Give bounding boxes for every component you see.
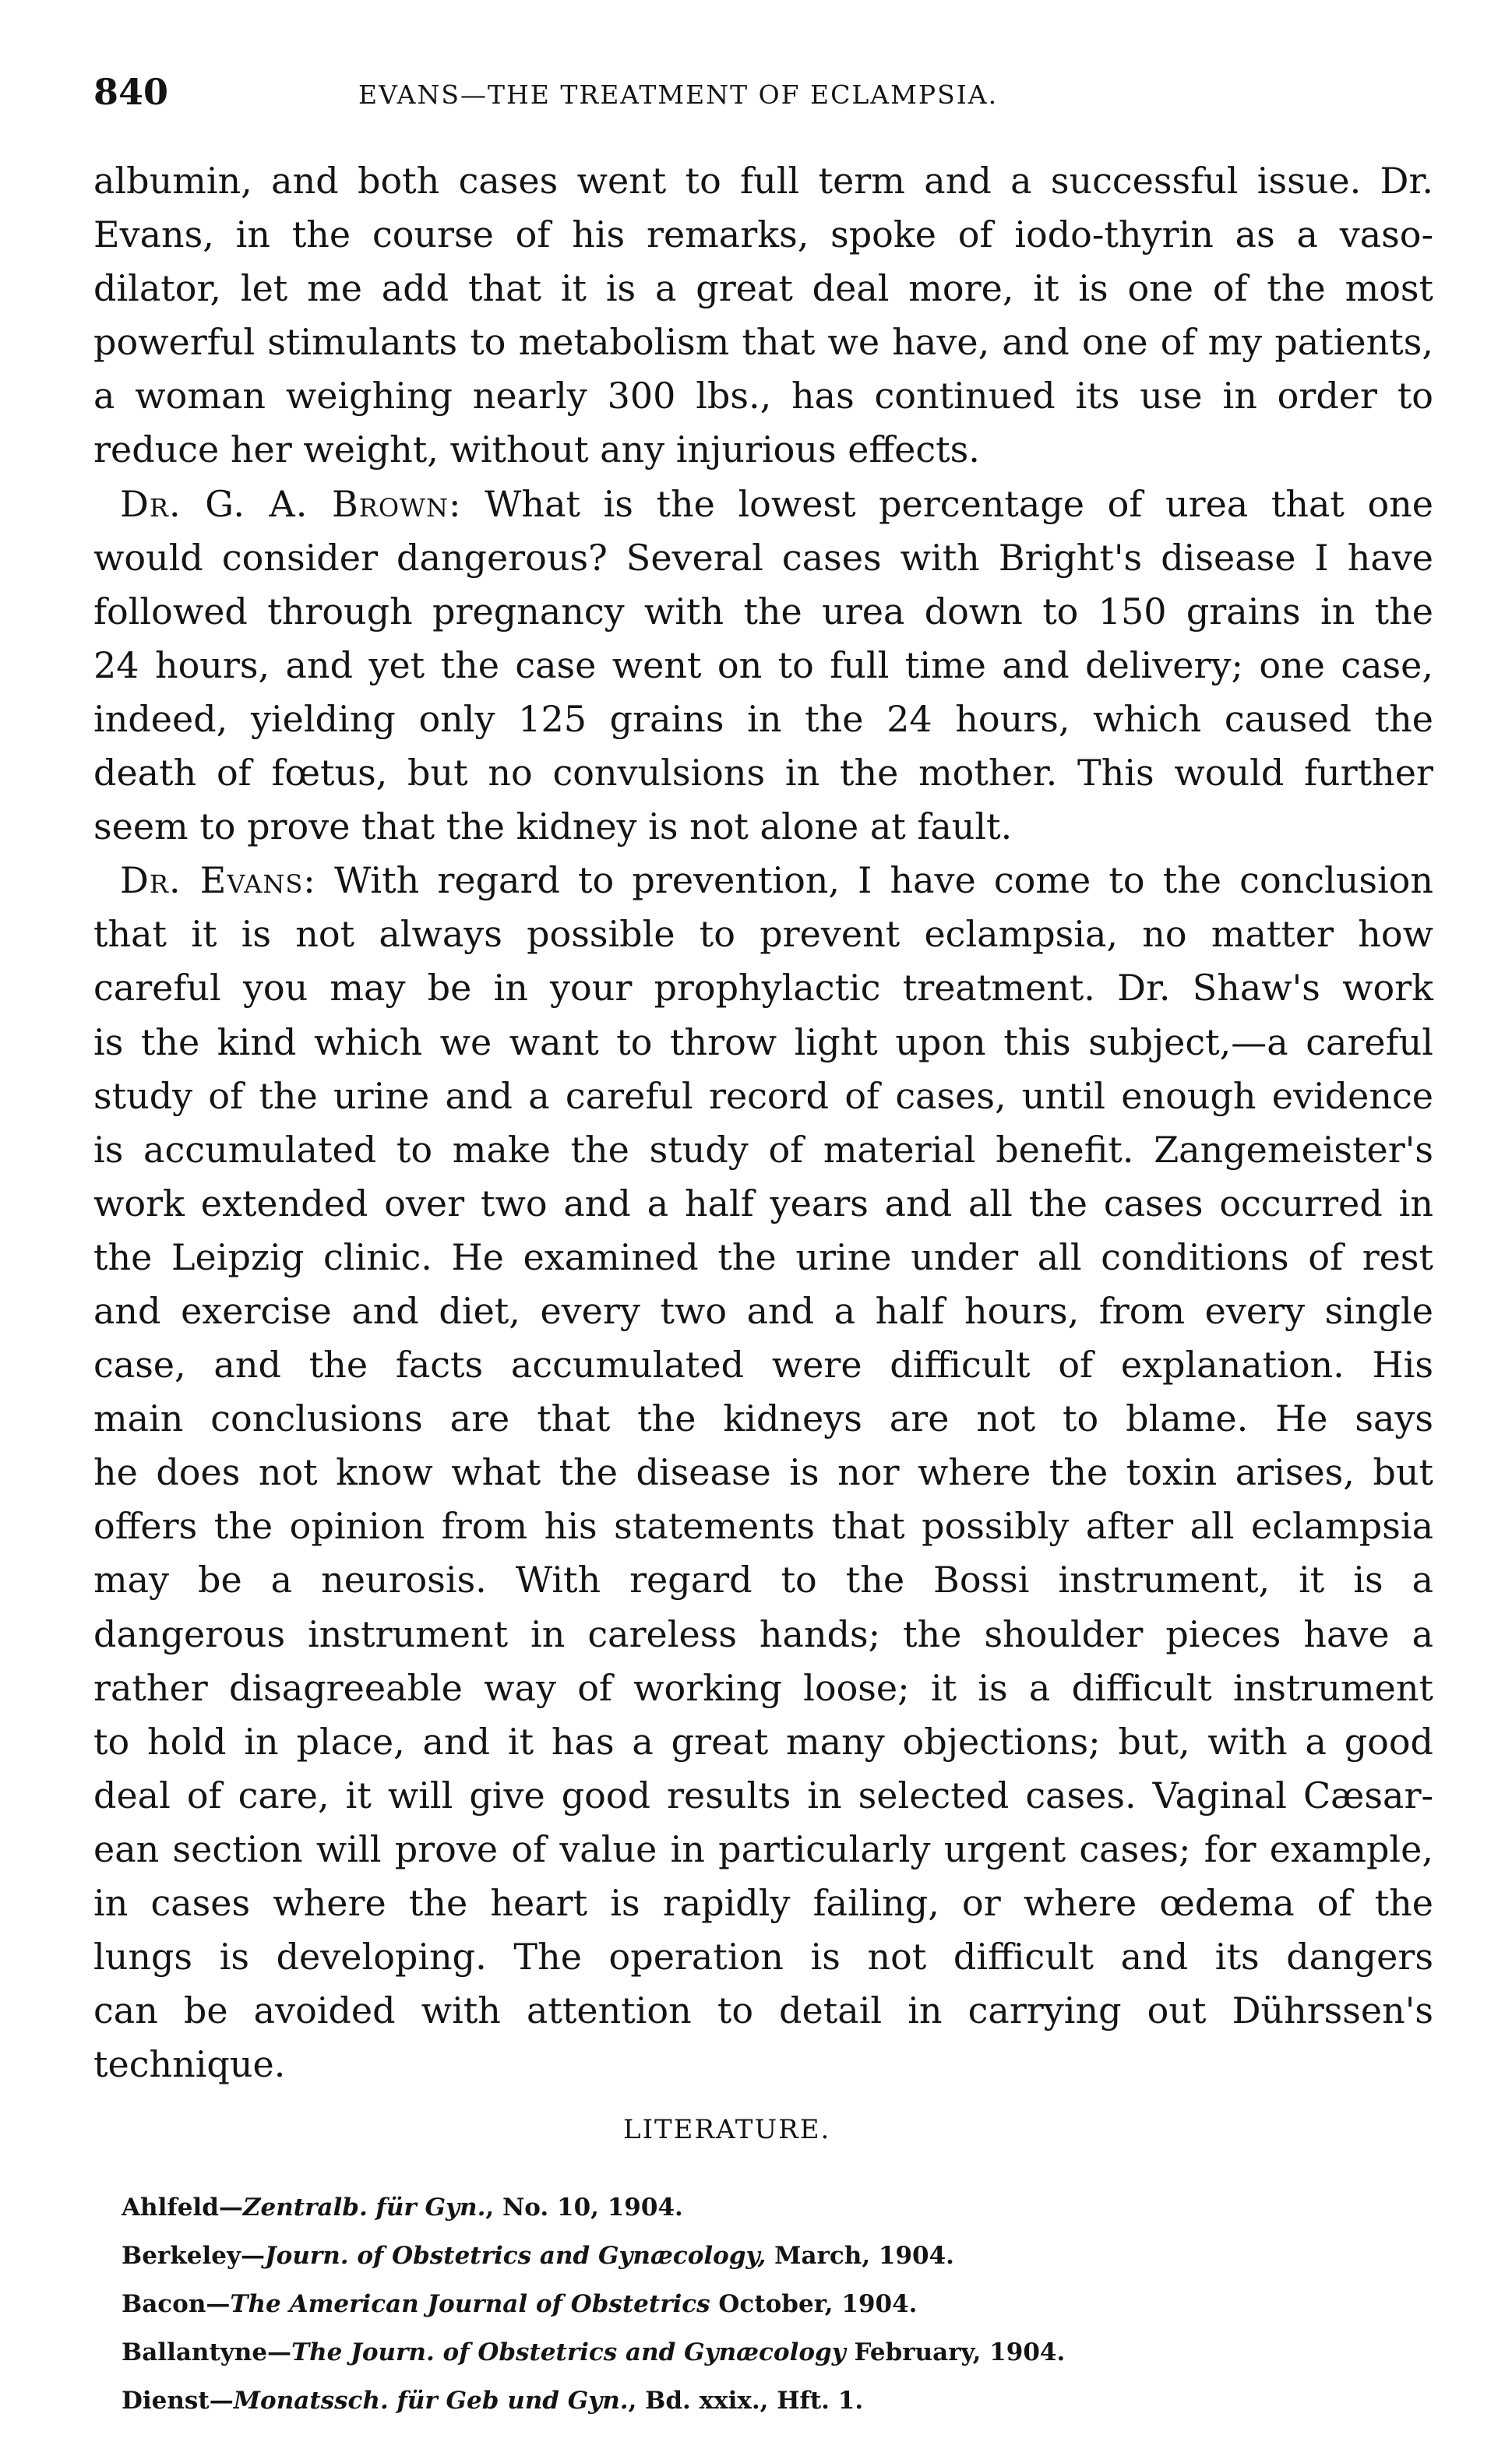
- text-line: [93, 854, 1433, 907]
- reference-item: [93, 2232, 1433, 2280]
- reference-item: [93, 2183, 1433, 2232]
- text-line: dangerous instrument in careless hands; the shoulder pieces have a: [93, 1612, 1433, 1655]
- reference-author: Ballantyne—: [122, 2338, 292, 2367]
- reference-journal: Zentralb. für Gyn.: [242, 2194, 486, 2222]
- text-line: work extended over two and a half years and all the cases occurred in: [93, 1182, 1433, 1224]
- text-line: may be a neurosis. With regard to the Bossi instrument, it is a: [93, 1559, 1433, 1602]
- reference-details: October, 1904.: [710, 2290, 918, 2319]
- text-line: study of the urine and a careful record of cases, until enough evidence: [93, 1074, 1433, 1117]
- reference-details: February, 1904.: [845, 2338, 1066, 2367]
- text-line: is the kind which we want to throw light upon this subject,—a careful: [93, 1020, 1433, 1063]
- body-text: [93, 154, 1433, 2425]
- text-line: albumin, and both cases went to full term and a successful issue. Dr.: [93, 160, 1433, 202]
- text-line: rather disagreeable way of working loose; it is a difficult instrument: [93, 1666, 1433, 1709]
- page-header: [93, 67, 1433, 117]
- text-line: to hold in place, and it has a great many objections; but, with a good: [93, 1720, 1433, 1763]
- speaker-name: Dr. Evans:: [120, 859, 316, 902]
- text-line: a woman weighing nearly 300 lbs., has continued its use in order to: [93, 375, 1433, 418]
- text-line: technique.: [93, 2043, 286, 2086]
- text-line: powerful stimulants to metabolism that we have, and one of my patients,: [93, 321, 1433, 364]
- paragraph: [93, 154, 1433, 477]
- reference-author: Bacon—: [122, 2290, 231, 2319]
- reference-journal: Journ. of Obstetrics and Gynæcology,: [264, 2242, 767, 2271]
- text-line: is accumulated to make the study of material benefit. Zangemeister's: [93, 1128, 1433, 1171]
- reference-journal: Monatssch. für Geb und Gyn.: [233, 2387, 629, 2416]
- reference-author: Berkeley—: [122, 2242, 265, 2271]
- reference-details: March, 1904.: [766, 2242, 954, 2271]
- text-line: careful you may be in your prophylactic treatment. Dr. Shaw's work: [93, 967, 1433, 1010]
- reference-item: [93, 2280, 1433, 2328]
- reference-author: Dienst—: [122, 2387, 234, 2416]
- reference-author: Ahlfeld—: [122, 2194, 243, 2222]
- text-line: lungs is developing. The operation is not difficult and its dangers: [93, 1936, 1433, 1979]
- text-line: ean section will prove of value in particularly urgent cases; for example,: [93, 1827, 1433, 1870]
- paragraph: [93, 854, 1433, 2091]
- text-line: followed through pregnancy with the urea down to 150 grains in the: [93, 590, 1433, 633]
- reference-list: [93, 2183, 1433, 2425]
- text-line: reduce her weight, without any injurious effects.: [93, 428, 980, 471]
- speaker-name: Dr. G. A. Brown:: [120, 482, 462, 525]
- page-number: 840: [93, 71, 169, 113]
- line-text: With regard to prevention, I have come to the conclusion: [333, 859, 1434, 902]
- text-line: offers the opinion from his statements that possibly after all eclampsia: [93, 1505, 1433, 1548]
- text-line: the Leipzig clinic. He examined the urine under all conditions of rest: [93, 1235, 1433, 1278]
- text-line: 24 hours, and yet the case went on to full time and delivery; one case,: [93, 643, 1433, 686]
- text-line: main conclusions are that the kidneys are not to blame. He says: [93, 1397, 1433, 1440]
- text-line: deal of care, it will give good results in selected cases. Vaginal Cæsar-: [93, 1774, 1433, 1816]
- text-line: in cases where the heart is rapidly failing, or where œdema of the: [93, 1882, 1433, 1924]
- text-line: seem to prove that the kidney is not alone at fault.: [93, 805, 1013, 848]
- text-line: case, and the facts accumulated were difficult of explanation. His: [93, 1344, 1433, 1387]
- text-line: death of fœtus, but no convulsions in the mother. This would further: [93, 752, 1433, 795]
- text-line: Evans, in the course of his remarks, spoke of iodo-thyrin as a vaso-: [93, 213, 1433, 256]
- line-text: What is the lowest percentage of urea that one: [485, 482, 1434, 525]
- reference-journal: The American Journal of Obstetrics: [230, 2290, 710, 2319]
- paragraph: [93, 477, 1433, 855]
- text-line: that it is not always possible to prevent eclampsia, no matter how: [93, 913, 1433, 956]
- text-line: would consider dangerous? Several cases with Bright's disease I have: [93, 536, 1433, 579]
- text-line: [93, 477, 1433, 531]
- text-line: and exercise and diet, every two and a half hours, from every single: [93, 1289, 1433, 1332]
- literature-heading: LITERATURE.: [623, 2114, 831, 2146]
- text-line: can be avoided with attention to detail in carrying out Dührssen's: [93, 1989, 1433, 2032]
- text-line: indeed, yielding only 125 grains in the 24 hours, which caused the: [93, 697, 1433, 740]
- running-head: EVANS—THE TREATMENT OF ECLAMPSIA.: [358, 79, 999, 110]
- reference-details: , Bd. xxix., Hft. 1.: [628, 2387, 864, 2416]
- text-line: he does not know what the disease is nor where the toxin arises, but: [93, 1451, 1433, 1494]
- reference-item: [93, 2377, 1433, 2425]
- reference-journal: The Journ. of Obstetrics and Gynæcology: [291, 2338, 846, 2367]
- reference-item: [93, 2328, 1433, 2377]
- text-line: dilator, let me add that it is a great deal more, it is one of the most: [93, 267, 1433, 310]
- reference-details: , No. 10, 1904.: [485, 2194, 683, 2222]
